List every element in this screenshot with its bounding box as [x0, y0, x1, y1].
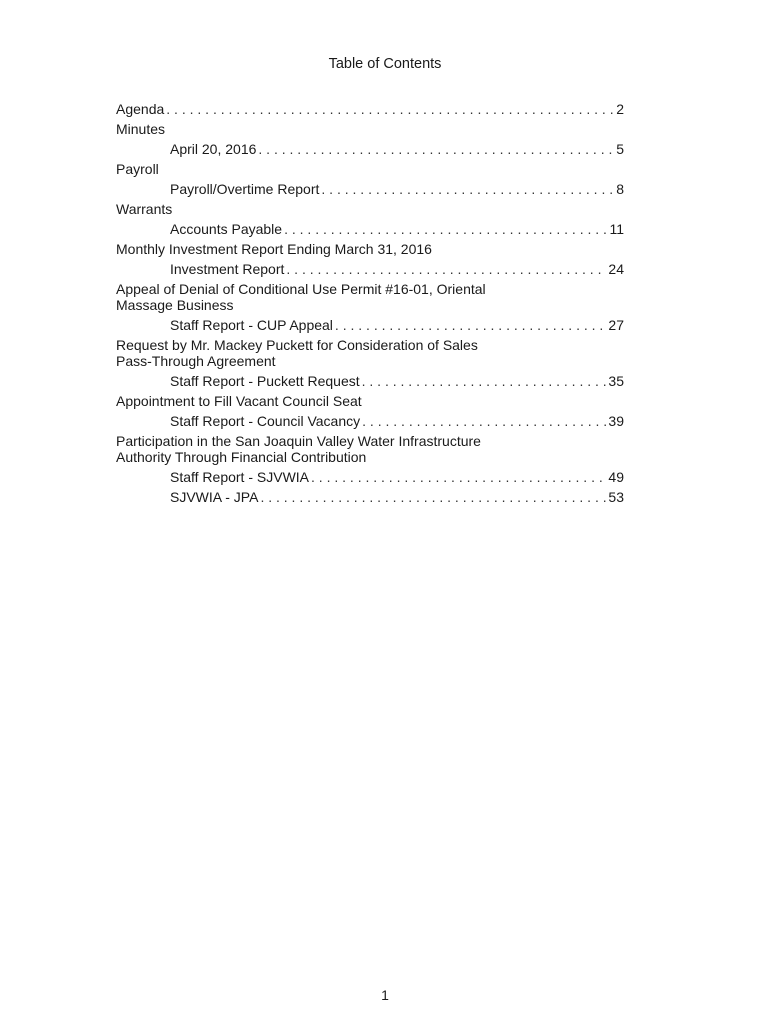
toc-entry-label: Staff Report - Council Vacancy: [170, 413, 361, 429]
dot-leader: [284, 221, 607, 237]
toc-page-number: 8: [616, 181, 624, 197]
toc-entry-sjvwia-jpa[interactable]: [170, 489, 624, 505]
toc-entry-label: SJVWIA - JPA: [170, 489, 259, 505]
toc-page-number: 39: [608, 413, 624, 429]
toc-page-number: 27: [608, 317, 624, 333]
toc-section-minutes: [116, 121, 624, 137]
toc-page-number: 53: [608, 489, 624, 505]
dot-leader: [321, 181, 614, 197]
toc-section-warrants: [116, 201, 624, 217]
toc-page-number: 35: [608, 373, 624, 389]
toc-page-number: 24: [608, 261, 624, 277]
toc-section-investment: [116, 241, 624, 257]
toc-entry-label: Accounts Payable: [170, 221, 283, 237]
toc-section-appeal: [116, 281, 624, 313]
toc-section-heading: Request by Mr. Mackey Puckett for Consideration of Sales Pass-Through Agreement: [116, 337, 478, 369]
toc-entry-label: Staff Report - SJVWIA: [170, 469, 310, 485]
toc-entry-label: Payroll/Overtime Report: [170, 181, 320, 197]
toc-section-heading: Payroll: [116, 161, 159, 177]
dot-leader: [286, 261, 606, 277]
toc-page-number: 5: [616, 141, 624, 157]
toc-entry-accounts-payable[interactable]: [170, 221, 624, 237]
toc-entry-label: Agenda: [116, 101, 165, 117]
toc-entry-agenda[interactable]: [116, 101, 624, 117]
dot-leader: [362, 373, 607, 389]
toc-section-puckett: [116, 337, 624, 369]
toc-section-payroll: [116, 161, 624, 177]
toc-section-sjvwia: [116, 433, 624, 465]
toc-section-heading: Minutes: [116, 121, 166, 137]
toc-entry-payroll-overtime-report[interactable]: [170, 181, 624, 197]
dot-leader: [311, 469, 606, 485]
page-footer-number: 1: [381, 987, 389, 1003]
dot-leader: [362, 413, 606, 429]
toc-section-council: [116, 393, 624, 409]
toc-entry-cup-appeal[interactable]: [170, 317, 624, 333]
dot-leader: [260, 489, 606, 505]
toc-entry-staff-report-sjvwia[interactable]: [170, 469, 624, 485]
toc-entry-label: Staff Report - Puckett Request: [170, 373, 360, 389]
toc-entry-april-20-2016[interactable]: [170, 141, 624, 157]
toc-entry-puckett-request[interactable]: [170, 373, 624, 389]
toc-entry-label: April 20, 2016: [170, 141, 257, 157]
toc-section-heading: Warrants: [116, 201, 173, 217]
toc-page-number: 2: [616, 101, 624, 117]
dot-leader: [335, 317, 607, 333]
toc-section-heading: Appointment to Fill Vacant Council Seat: [116, 393, 362, 409]
dot-leader: [258, 141, 614, 157]
table-of-contents: [116, 97, 624, 505]
toc-section-heading: Participation in the San Joaquin Valley Water Infrastructure Authority Through Financial Contribution: [116, 433, 481, 465]
toc-section-heading: Monthly Investment Report Ending March 31, 2016: [116, 241, 432, 257]
dot-leader: [166, 101, 614, 117]
toc-entry-label: Investment Report: [170, 261, 285, 277]
toc-entry-label: Staff Report - CUP Appeal: [170, 317, 333, 333]
toc-page-number: 49: [608, 469, 624, 485]
toc-entry-council-vacancy[interactable]: [170, 413, 624, 429]
toc-entry-investment-report[interactable]: [170, 261, 624, 277]
toc-title: Table of Contents: [328, 56, 442, 72]
toc-page-number: 11: [609, 221, 624, 237]
toc-section-heading: Appeal of Denial of Conditional Use Permit #16-01, Oriental Massage Business: [116, 281, 486, 313]
